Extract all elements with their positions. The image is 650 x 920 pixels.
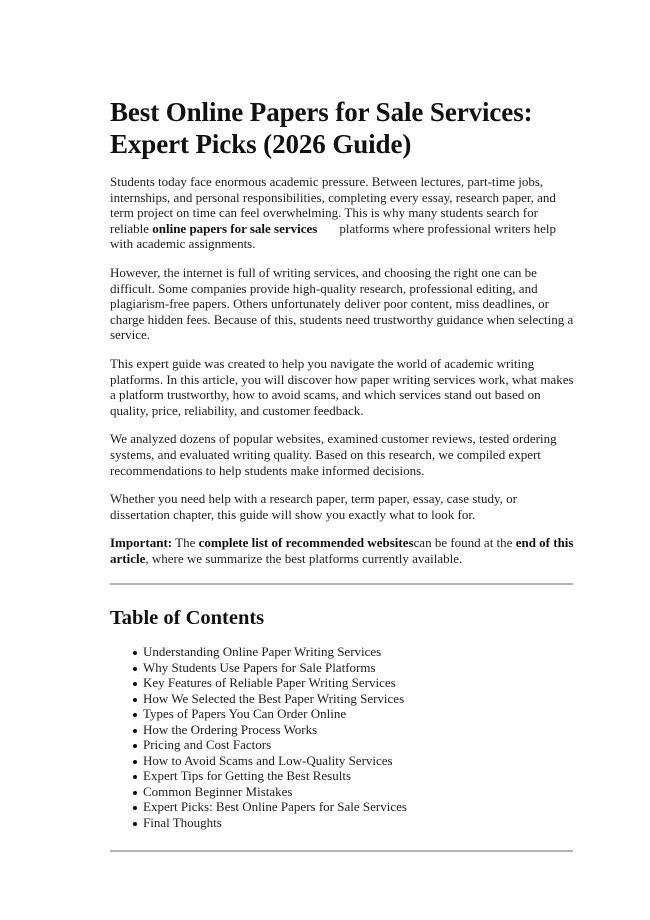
toc-item-label: Expert Picks: Best Online Papers for Sale Services	[143, 799, 407, 814]
toc-item	[110, 753, 550, 769]
important-label: Important:	[110, 535, 173, 551]
bullet-icon	[133, 806, 137, 810]
title-line-1: Best Online Papers for Sale Services:	[110, 97, 533, 127]
intro-paragraph-1	[110, 174, 575, 252]
toc-item-label: Types of Papers You Can Order Online	[143, 706, 347, 721]
important-text-3: , where we summarize the best platforms currently available.	[145, 550, 463, 566]
intro-paragraph-3: This expert guide was created to help you navigate the world of academic writing platforms. In this article, you will discover how paper writing services work, what makes a platform trustworthy, how to avoid scams, and which services stand out based on quality, price, reliability, and customer feedback.	[110, 355, 574, 418]
divider-top	[110, 583, 573, 585]
important-text-1: The	[172, 535, 199, 551]
important-bold-1: complete list of recommended websites	[198, 535, 414, 551]
bullet-icon	[133, 651, 137, 655]
divider-bottom	[110, 850, 573, 852]
toc-item-label: Why Students Use Papers for Sale Platforms	[143, 659, 376, 675]
bullet-icon	[133, 667, 137, 671]
toc-item	[110, 784, 550, 800]
page-title	[110, 96, 575, 160]
table-of-contents	[110, 644, 550, 830]
bullet-icon	[133, 744, 137, 748]
important-bold-2: end of this article	[110, 535, 574, 566]
toc-item	[110, 691, 550, 707]
toc-item	[110, 644, 550, 660]
bullet-icon	[133, 729, 137, 733]
important-text-2: can be found at the	[413, 535, 516, 551]
toc-item-label: Expert Tips for Getting the Best Results	[143, 768, 351, 783]
toc-heading: Table of Contents	[110, 607, 265, 629]
bullet-icon	[133, 822, 137, 826]
toc-item	[110, 799, 550, 815]
toc-item-label: Understanding Online Paper Writing Services	[143, 644, 382, 659]
keyword-bold: online papers for sale services	[152, 220, 318, 236]
bullet-icon	[133, 713, 137, 717]
toc-item-label: How to Avoid Scams and Low-Quality Services	[143, 752, 393, 768]
title-line-2: Expert Picks (2026 Guide)	[110, 129, 412, 159]
important-note	[110, 535, 575, 566]
toc-item	[110, 660, 550, 676]
bullet-icon	[133, 682, 137, 686]
bullet-icon	[133, 760, 137, 764]
toc-item-label: How We Selected the Best Paper Writing Services	[143, 690, 405, 706]
toc-item	[110, 675, 550, 691]
bullet-icon	[133, 698, 137, 702]
toc-item-label: Final Thoughts	[143, 814, 222, 830]
intro-paragraph-4: We analyzed dozens of popular websites, examined customer reviews, tested ordering systems, and evaluated writing quality. Based on this research, we compiled expert recommendations to help students make informed decisions.	[110, 431, 557, 478]
toc-item	[110, 815, 550, 831]
toc-item-label: Key Features of Reliable Paper Writing Services	[143, 675, 396, 690]
article-body	[110, 96, 575, 579]
bullet-icon	[133, 775, 137, 779]
toc-item	[110, 706, 550, 722]
bullet-icon	[133, 791, 137, 795]
toc-item	[110, 722, 550, 738]
toc-item-label: Common Beginner Mistakes	[143, 783, 293, 799]
intro-p1-tail: platforms where professional writers help with academic assignments.	[110, 220, 556, 252]
intro-paragraph-5: Whether you need help with a research paper, term paper, essay, case study, or dissertation chapter, this guide will show you exactly what to look for.	[110, 491, 517, 522]
intro-p1-text: Students today face enormous academic pressure. Between lectures, part-time jobs, internships, and personal responsibilities, completing every essay, research paper, and term project on time can feel overwhelming. This is why many students search for reliable	[110, 174, 556, 236]
toc-item	[110, 737, 550, 753]
toc-item-label: How the Ordering Process Works	[143, 721, 318, 737]
toc-item	[110, 768, 550, 784]
intro-paragraph-2: However, the internet is full of writing services, and choosing the right one can be difficult. Some companies provide high-quality research, professional editing, and plagiarism-free papers. Others unfortunately deliver poor content, miss deadlines, or charge hidden fees. Because of this, students need trustworthy guidance when selecting a service.	[110, 264, 574, 343]
toc-item-label: Pricing and Cost Factors	[143, 737, 272, 752]
